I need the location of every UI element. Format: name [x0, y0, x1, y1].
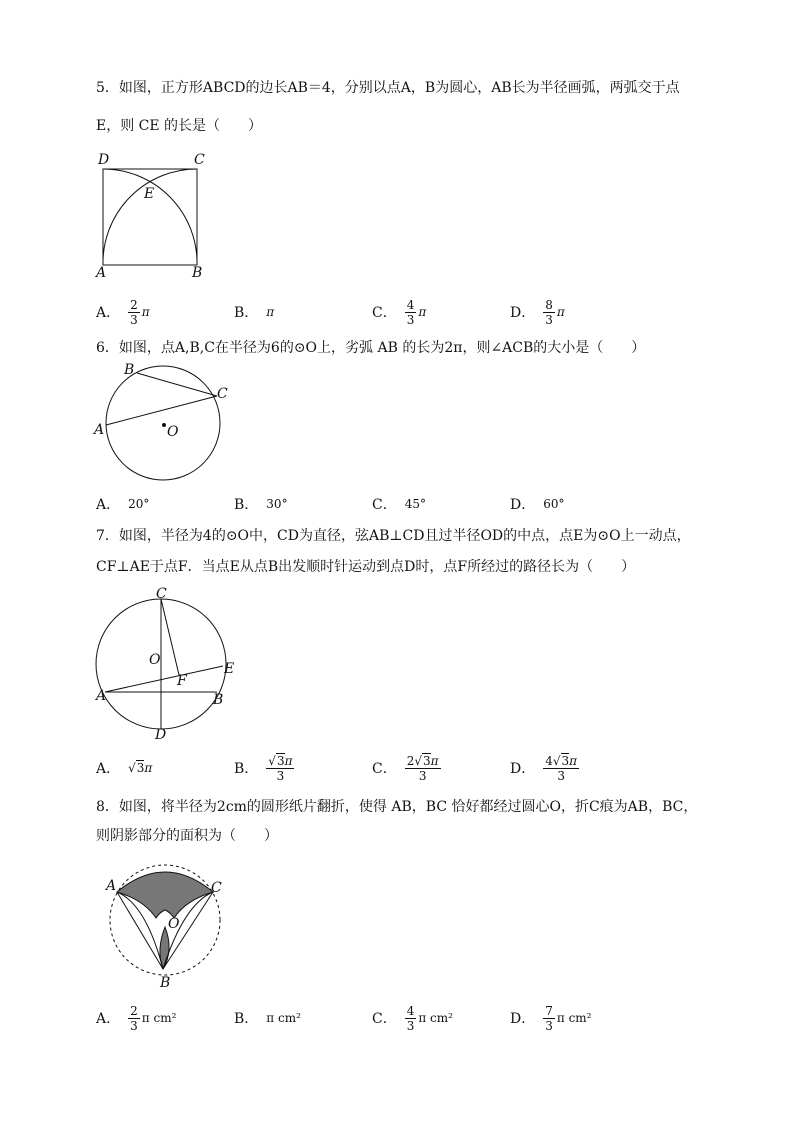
q5-label-C: C — [194, 152, 205, 168]
q6-options — [96, 486, 616, 522]
q6-option-b[interactable]: B． 30° — [234, 497, 288, 513]
q8-label-B: B — [160, 975, 171, 991]
q5-option-c[interactable]: C． $\frac{4}{3}$ π — [372, 297, 427, 327]
q8-label-A: A — [106, 878, 117, 894]
q6-label-A: A — [94, 422, 105, 438]
q7-stem-line1: 7．如图，半径为4的⊙O中，CD为直径，弦AB⊥CD且过半径OD的中点，点E为⊙O上一动点， — [96, 528, 691, 544]
q7-option-a[interactable]: A． √3 π — [96, 761, 153, 777]
q7-label-D: D — [155, 727, 167, 743]
q5-option-d[interactable]: D． $\frac{8}{3}$ π — [510, 297, 565, 327]
q6-option-c[interactable]: C． 45° — [372, 497, 426, 513]
q7-label-O: O — [149, 652, 161, 668]
q7-options — [96, 750, 616, 786]
q5-label-E: E — [144, 186, 155, 202]
q5-label-B: B — [192, 265, 203, 281]
q7-figure — [92, 586, 252, 746]
q7-label-F: F — [177, 673, 187, 689]
q8-option-c[interactable]: C． $\frac{4}{3}$ π cm² — [372, 1003, 453, 1033]
q6-label-O: O — [167, 424, 179, 440]
q5-figure — [90, 150, 220, 285]
q7-label-C: C — [156, 586, 167, 602]
q6-figure — [90, 360, 240, 485]
q5-stem-line1: 5．如图，正方形ABCD的边长AB＝4，分别以点A，B为圆心，AB长为半径画弧，两弧交于点 — [96, 80, 680, 96]
q6-stem-line1: 6．如图，点A,B,C在半径为6的⊙O上，劣弧 AB 的长为2π，则∠ACB的大小是（ ） — [96, 340, 646, 356]
q8-stem-line1: 8．如图，将半径为2cm的圆形纸片翻折，使得 AB，BC 恰好都经过圆心O，折C痕为AB，BC， — [96, 799, 698, 815]
q6-label-C: C — [217, 386, 228, 402]
q7-option-d[interactable]: D． $\frac{4√3\pi}{3}$ — [510, 753, 578, 783]
q5-option-b[interactable]: B． π — [234, 305, 275, 321]
q6-option-a[interactable]: A． 20° — [96, 497, 150, 513]
q7-label-E: E — [224, 661, 235, 677]
q5-label-A: A — [96, 265, 107, 281]
q6-option-d[interactable]: D． 60° — [510, 497, 565, 513]
q8-stem-line2: 则阴影部分的面积为（ ） — [96, 828, 278, 844]
q7-option-b[interactable]: B． $\frac{√3\pi}{3}$ — [234, 753, 293, 783]
q5-options — [96, 294, 616, 330]
q8-options — [96, 1000, 616, 1036]
q8-label-O: O — [168, 916, 180, 932]
q8-option-b[interactable]: B． π cm² — [234, 1011, 301, 1027]
q5-label-D: D — [98, 152, 110, 168]
q5-option-a[interactable]: A． $\frac{2}{3}$ π — [96, 297, 150, 327]
q8-option-a[interactable]: A． $\frac{2}{3}$ π cm² — [96, 1003, 177, 1033]
q6-label-B: B — [124, 362, 135, 378]
q7-label-B: B — [213, 692, 224, 708]
q8-option-d[interactable]: D． $\frac{7}{3}$ π cm² — [510, 1003, 592, 1033]
q7-stem-line2: CF⊥AE于点F．当点E从点B出发顺时针运动到点D时，点F所经过的路径长为（ ） — [96, 559, 636, 575]
q8-label-C: C — [211, 880, 222, 896]
q5-stem-line2: E，则 CE 的长是（ ） — [96, 118, 263, 134]
q7-label-A: A — [96, 688, 107, 704]
q8-figure — [98, 852, 233, 992]
q7-option-c[interactable]: C． $\frac{2√3\pi}{3}$ — [372, 753, 439, 783]
